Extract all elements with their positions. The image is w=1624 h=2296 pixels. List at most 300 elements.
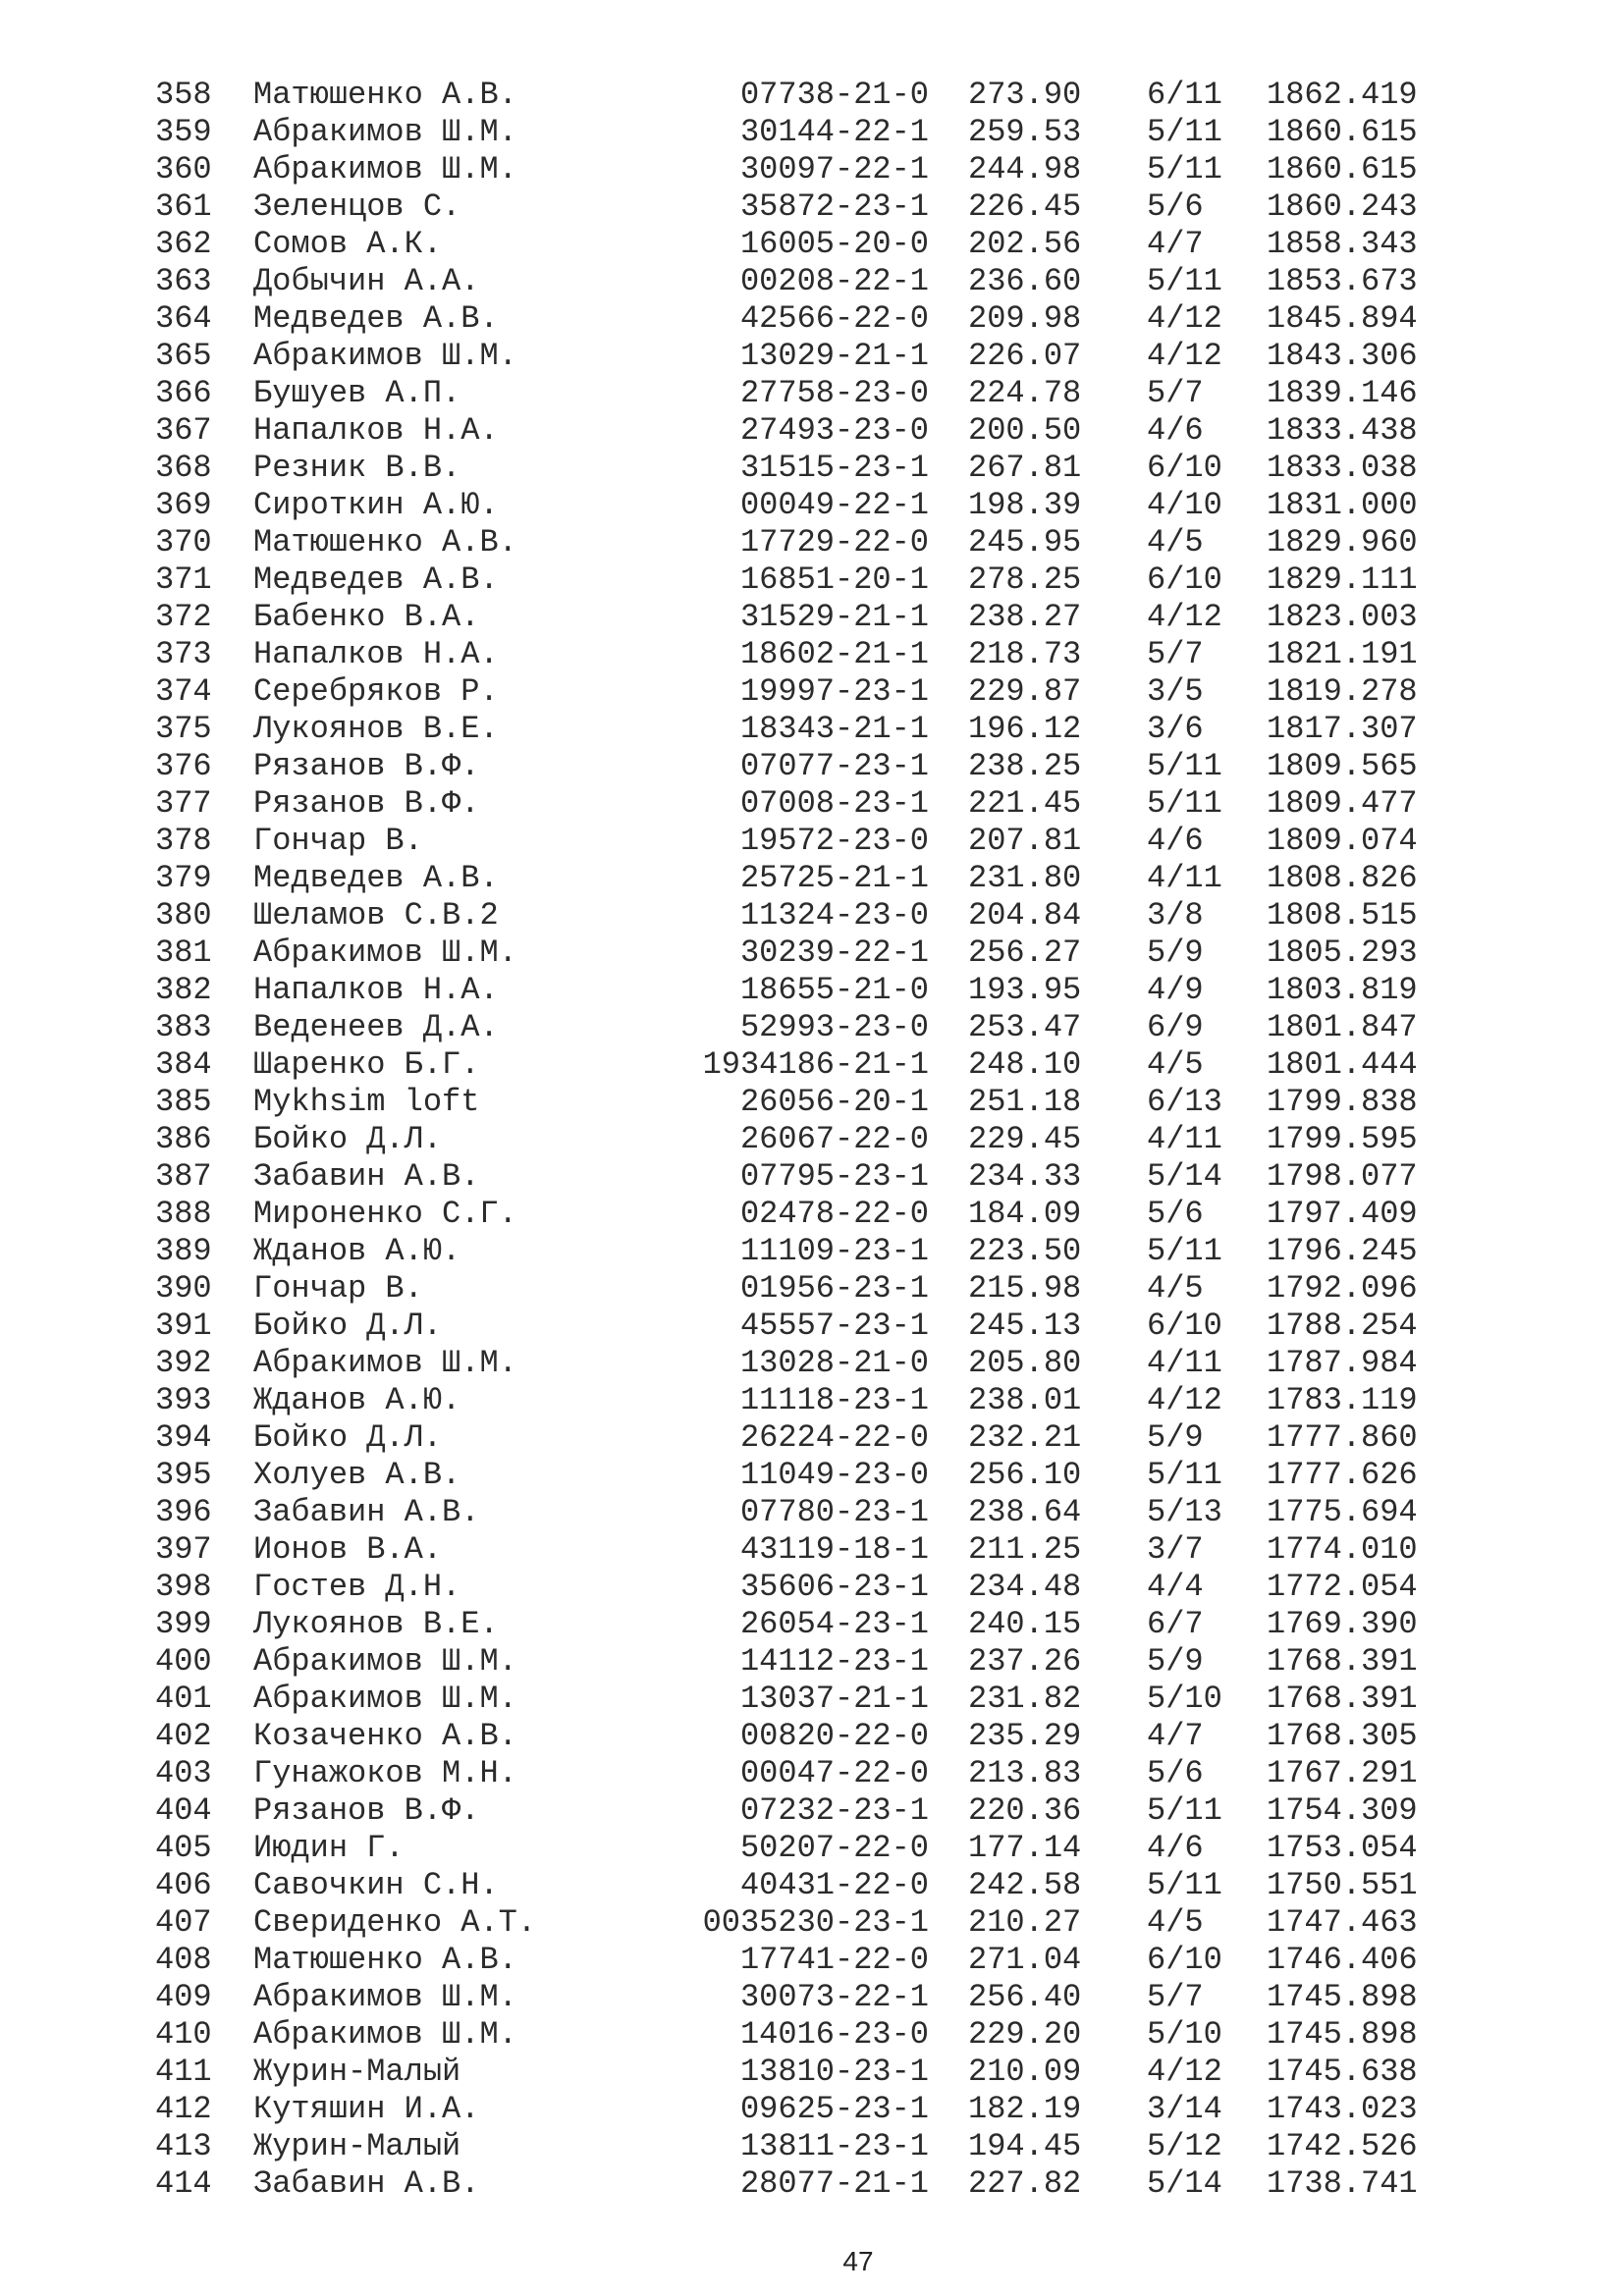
score: 1823.003 [1267,599,1418,635]
record-id: 07780-23-1 [739,1494,929,1530]
rank-number: 407 [155,1904,212,1941]
owner-name: Жданов А.Ю. [253,1233,461,1269]
owner-name: Лукоянов В.Е. [253,711,499,747]
score: 1775.694 [1267,1494,1418,1530]
owner-name: Матюшенко А.В. [253,77,517,113]
ratio: 3/7 [1147,1531,1204,1568]
rank-number: 382 [155,972,212,1008]
table-row [0,860,1624,897]
score: 1777.860 [1267,1419,1418,1456]
score: 1753.054 [1267,1830,1418,1866]
value: 234.48 [968,1569,1082,1605]
value: 267.81 [968,450,1082,486]
value: 205.80 [968,1345,1082,1381]
score: 1799.838 [1267,1084,1418,1120]
value: 194.45 [968,2128,1082,2164]
record-id: 14112-23-1 [739,1643,929,1680]
owner-name: Зеленцов С. [253,188,461,225]
value: 236.60 [968,263,1082,299]
owner-name: Абракимов Ш.М. [253,1681,517,1717]
score: 1817.307 [1267,711,1418,747]
ratio: 3/5 [1147,673,1204,710]
value: 226.45 [968,188,1082,225]
table-row [0,151,1624,188]
score: 1853.673 [1267,263,1418,299]
rank-number: 394 [155,1419,212,1456]
owner-name: Гончар В. [253,1270,423,1307]
table-row [0,897,1624,934]
ratio: 5/11 [1147,1457,1222,1493]
table-row [0,1196,1624,1233]
value: 213.83 [968,1755,1082,1791]
table-row [0,711,1624,748]
ratio: 6/10 [1147,450,1222,486]
rank-number: 380 [155,897,212,934]
score: 1858.343 [1267,226,1418,262]
table-row [0,1681,1624,1718]
rank-number: 408 [155,1942,212,1978]
record-id: 07077-23-1 [739,748,929,784]
rank-number: 381 [155,934,212,971]
table-row [0,338,1624,375]
record-id: 27758-23-0 [739,375,929,411]
record-id: 35872-23-1 [739,188,929,225]
owner-name: Напалков Н.А. [253,636,499,672]
value: 211.25 [968,1531,1082,1568]
owner-name: Бойко Д.Л. [253,1419,443,1456]
value: 242.58 [968,1867,1082,1903]
rank-number: 376 [155,748,212,784]
table-row [0,1158,1624,1196]
owner-name: Холуев А.В. [253,1457,461,1493]
ratio: 5/11 [1147,1792,1222,1829]
owner-name: Забавин А.В. [253,1494,480,1530]
record-id: 18655-21-0 [739,972,929,1008]
table-row [0,1382,1624,1419]
score: 1808.826 [1267,860,1418,896]
ratio: 4/6 [1147,1830,1204,1866]
owner-name: Абракимов Ш.М. [253,2016,517,2053]
ratio: 6/7 [1147,1606,1204,1642]
table-row [0,1084,1624,1121]
owner-name: Рязанов В.Ф. [253,785,480,822]
table-row [0,114,1624,151]
ratio: 3/8 [1147,897,1204,934]
owner-name: Напалков Н.А. [253,972,499,1008]
score: 1805.293 [1267,934,1418,971]
score: 1808.515 [1267,897,1418,934]
rank-number: 377 [155,785,212,822]
score: 1772.054 [1267,1569,1418,1605]
value: 256.40 [968,1979,1082,2015]
owner-name: Веденеев Д.А. [253,1009,499,1045]
ratio: 5/11 [1147,114,1222,150]
value: 209.98 [968,300,1082,337]
table-row [0,1009,1624,1046]
score: 1839.146 [1267,375,1418,411]
rank-number: 384 [155,1046,212,1083]
score: 1833.438 [1267,412,1418,449]
table-row [0,561,1624,599]
table-row [0,2165,1624,2203]
score: 1860.243 [1267,188,1418,225]
table-row [0,524,1624,561]
score: 1768.391 [1267,1681,1418,1717]
record-id: 19997-23-1 [739,673,929,710]
score: 1774.010 [1267,1531,1418,1568]
table-row [0,748,1624,785]
record-id: 40431-22-0 [739,1867,929,1903]
owner-name: Абракимов Ш.М. [253,1345,517,1381]
score: 1769.390 [1267,1606,1418,1642]
table-row [0,188,1624,226]
rank-number: 405 [155,1830,212,1866]
table-row [0,1792,1624,1830]
rank-number: 362 [155,226,212,262]
rank-number: 379 [155,860,212,896]
value: 227.82 [968,2165,1082,2202]
record-id: 26224-22-0 [739,1419,929,1456]
rank-number: 361 [155,188,212,225]
rank-number: 378 [155,823,212,859]
ratio: 3/14 [1147,2091,1222,2127]
rank-number: 372 [155,599,212,635]
ratio: 4/12 [1147,300,1222,337]
record-id: 35606-23-1 [739,1569,929,1605]
record-id: 18343-21-1 [739,711,929,747]
ratio: 5/11 [1147,263,1222,299]
table-row [0,823,1624,860]
table-row [0,972,1624,1009]
value: 256.10 [968,1457,1082,1493]
score: 1787.984 [1267,1345,1418,1381]
value: 235.29 [968,1718,1082,1754]
ratio: 5/12 [1147,2128,1222,2164]
ratio: 6/10 [1147,1308,1222,1344]
score: 1738.741 [1267,2165,1418,2202]
owner-name: Напалков Н.А. [253,412,499,449]
table-row [0,77,1624,114]
rank-number: 412 [155,2091,212,2127]
ratio: 4/5 [1147,1046,1204,1083]
ratio: 5/14 [1147,1158,1222,1195]
score: 1745.638 [1267,2054,1418,2090]
table-row [0,1904,1624,1942]
value: 234.33 [968,1158,1082,1195]
table-row [0,1457,1624,1494]
score: 1809.565 [1267,748,1418,784]
score: 1750.551 [1267,1867,1418,1903]
record-id: 07795-23-1 [739,1158,929,1195]
owner-name: Июдин Г. [253,1830,405,1866]
score: 1801.847 [1267,1009,1418,1045]
owner-name: Лукоянов В.Е. [253,1606,499,1642]
ratio: 4/7 [1147,1718,1204,1754]
ratio: 4/7 [1147,226,1204,262]
value: 244.98 [968,151,1082,187]
owner-name: Матюшенко А.В. [253,1942,517,1978]
value: 245.13 [968,1308,1082,1344]
value: 202.56 [968,226,1082,262]
owner-name: Медведев А.В. [253,561,499,598]
table-row [0,1046,1624,1084]
record-id: 13811-23-1 [739,2128,929,2164]
ratio: 6/9 [1147,1009,1204,1045]
table-row [0,2128,1624,2165]
rank-number: 360 [155,151,212,187]
score: 1798.077 [1267,1158,1418,1195]
value: 218.73 [968,636,1082,672]
value: 273.90 [968,77,1082,113]
ratio: 5/10 [1147,2016,1222,2053]
record-id: 50207-22-0 [739,1830,929,1866]
rank-number: 364 [155,300,212,337]
record-id: 26056-20-1 [739,1084,929,1120]
rank-number: 400 [155,1643,212,1680]
rank-number: 366 [155,375,212,411]
ratio: 5/6 [1147,1755,1204,1791]
table-row [0,1345,1624,1382]
owner-name: Рязанов В.Ф. [253,1792,480,1829]
record-id: 42566-22-0 [739,300,929,337]
table-row [0,226,1624,263]
score: 1843.306 [1267,338,1418,374]
ratio: 5/9 [1147,1643,1204,1680]
record-id: 31529-21-1 [739,599,929,635]
rank-number: 375 [155,711,212,747]
ratio: 3/6 [1147,711,1204,747]
rank-number: 409 [155,1979,212,2015]
record-id: 11324-23-0 [739,897,929,934]
owner-name: Шаренко Б.Г. [253,1046,480,1083]
ratio: 5/11 [1147,151,1222,187]
rank-number: 396 [155,1494,212,1530]
rank-number: 358 [155,77,212,113]
value: 238.27 [968,599,1082,635]
record-id: 16851-20-1 [739,561,929,598]
rank-number: 371 [155,561,212,598]
table-row [0,1233,1624,1270]
rank-number: 398 [155,1569,212,1605]
owner-name: Абракимов Ш.М. [253,151,517,187]
table-row [0,1718,1624,1755]
rank-number: 401 [155,1681,212,1717]
score: 1745.898 [1267,1979,1418,2015]
rank-number: 391 [155,1308,212,1344]
value: 200.50 [968,412,1082,449]
table-row [0,934,1624,972]
owner-name: Сироткин А.Ю. [253,487,499,523]
score: 1819.278 [1267,673,1418,710]
rank-number: 389 [155,1233,212,1269]
rank-number: 383 [155,1009,212,1045]
ratio: 5/9 [1147,934,1204,971]
ratio: 6/11 [1147,77,1222,113]
rank-number: 399 [155,1606,212,1642]
value: 248.10 [968,1046,1082,1083]
value: 184.09 [968,1196,1082,1232]
score: 1796.245 [1267,1233,1418,1269]
rank-number: 410 [155,2016,212,2053]
ratio: 4/12 [1147,599,1222,635]
value: 271.04 [968,1942,1082,1978]
table-row [0,1270,1624,1308]
value: 256.27 [968,934,1082,971]
ratio: 6/10 [1147,1942,1222,1978]
ratio: 5/11 [1147,785,1222,822]
ratio: 5/6 [1147,1196,1204,1232]
value: 223.50 [968,1233,1082,1269]
value: 198.39 [968,487,1082,523]
record-id: 13029-21-1 [739,338,929,374]
value: 220.36 [968,1792,1082,1829]
table-row [0,1494,1624,1531]
score: 1777.626 [1267,1457,1418,1493]
ratio: 4/10 [1147,487,1222,523]
score: 1754.309 [1267,1792,1418,1829]
ratio: 5/11 [1147,748,1222,784]
value: 210.09 [968,2054,1082,2090]
owner-name: Абракимов Ш.М. [253,114,517,150]
ratio: 4/11 [1147,1345,1222,1381]
value: 226.07 [968,338,1082,374]
owner-name: Савочкин С.Н. [253,1867,499,1903]
score: 1829.960 [1267,524,1418,561]
score: 1743.023 [1267,2091,1418,2127]
owner-name: Гончар В. [253,823,423,859]
value: 237.26 [968,1643,1082,1680]
record-id: 02478-22-0 [739,1196,929,1232]
score: 1788.254 [1267,1308,1418,1344]
table-row [0,1755,1624,1792]
rank-number: 368 [155,450,212,486]
score: 1742.526 [1267,2128,1418,2164]
value: 229.45 [968,1121,1082,1157]
rank-number: 403 [155,1755,212,1791]
record-id: 18602-21-1 [739,636,929,672]
owner-name: Гостев Д.Н. [253,1569,461,1605]
table-row [0,450,1624,487]
value: 238.64 [968,1494,1082,1530]
record-id: 11118-23-1 [739,1382,929,1418]
rank-number: 406 [155,1867,212,1903]
value: 245.95 [968,524,1082,561]
rank-number: 367 [155,412,212,449]
ratio: 5/11 [1147,1233,1222,1269]
score: 1803.819 [1267,972,1418,1008]
record-id: 17729-22-0 [739,524,929,561]
record-id: 13028-21-0 [739,1345,929,1381]
value: 215.98 [968,1270,1082,1307]
owner-name: Матюшенко А.В. [253,524,517,561]
owner-name: Журин-Малый [253,2054,461,2090]
record-id: 00820-22-0 [739,1718,929,1754]
record-id: 52993-23-0 [739,1009,929,1045]
table-row [0,1979,1624,2016]
rank-number: 363 [155,263,212,299]
rank-number: 413 [155,2128,212,2164]
score: 1831.000 [1267,487,1418,523]
owner-name: Абракимов Ш.М. [253,1979,517,2015]
rank-number: 402 [155,1718,212,1754]
record-id: 30144-22-1 [739,114,929,150]
table-row [0,673,1624,711]
ratio: 4/5 [1147,1904,1204,1941]
record-id: 11049-23-0 [739,1457,929,1493]
rank-number: 411 [155,2054,212,2090]
ratio: 5/10 [1147,1681,1222,1717]
table-row [0,1531,1624,1569]
table-row [0,412,1624,450]
ratio: 5/7 [1147,1979,1204,2015]
ratio: 4/12 [1147,2054,1222,2090]
owner-name: Добычин А.А. [253,263,480,299]
rank-number: 359 [155,114,212,150]
score: 1821.191 [1267,636,1418,672]
record-id: 25725-21-1 [739,860,929,896]
table-row [0,1942,1624,1979]
rank-number: 370 [155,524,212,561]
owner-name: Резник В.В. [253,450,461,486]
record-id: 28077-21-1 [739,2165,929,2202]
ratio: 5/13 [1147,1494,1222,1530]
table-row [0,1643,1624,1681]
owner-name: Сомов А.К. [253,226,443,262]
record-id: 43119-18-1 [739,1531,929,1568]
value: 240.15 [968,1606,1082,1642]
owner-name: Абракимов Ш.М. [253,338,517,374]
record-id: 45557-23-1 [739,1308,929,1344]
table-row [0,487,1624,524]
record-id: 00208-22-1 [739,263,929,299]
score: 1747.463 [1267,1904,1418,1941]
table-row [0,300,1624,338]
record-id: 07232-23-1 [739,1792,929,1829]
rank-number: 369 [155,487,212,523]
owner-name: Абракимов Ш.М. [253,1643,517,1680]
owner-name: Рязанов В.Ф. [253,748,480,784]
table-row [0,2016,1624,2054]
value: 229.20 [968,2016,1082,2053]
value: 224.78 [968,375,1082,411]
score: 1829.111 [1267,561,1418,598]
score: 1799.595 [1267,1121,1418,1157]
value: 232.21 [968,1419,1082,1456]
owner-name: Бойко Д.Л. [253,1121,443,1157]
owner-name: Бойко Д.Л. [253,1308,443,1344]
owner-name: Жданов А.Ю. [253,1382,461,1418]
table-row [0,1569,1624,1606]
record-id: 01956-23-1 [739,1270,929,1307]
rank-number: 374 [155,673,212,710]
record-id: 30239-22-1 [739,934,929,971]
owner-name: Медведев А.В. [253,300,499,337]
value: 177.14 [968,1830,1082,1866]
rank-number: 397 [155,1531,212,1568]
record-id: 09625-23-1 [739,2091,929,2127]
rank-number: 388 [155,1196,212,1232]
score: 1768.391 [1267,1643,1418,1680]
table-row [0,1308,1624,1345]
value: 253.47 [968,1009,1082,1045]
score: 1862.419 [1267,77,1418,113]
table-row [0,1606,1624,1643]
owner-name: Медведев А.В. [253,860,499,896]
owner-name: Свериденко А.Т. [253,1904,537,1941]
record-id: 26054-23-1 [739,1606,929,1642]
ratio: 5/11 [1147,1867,1222,1903]
score: 1845.894 [1267,300,1418,337]
